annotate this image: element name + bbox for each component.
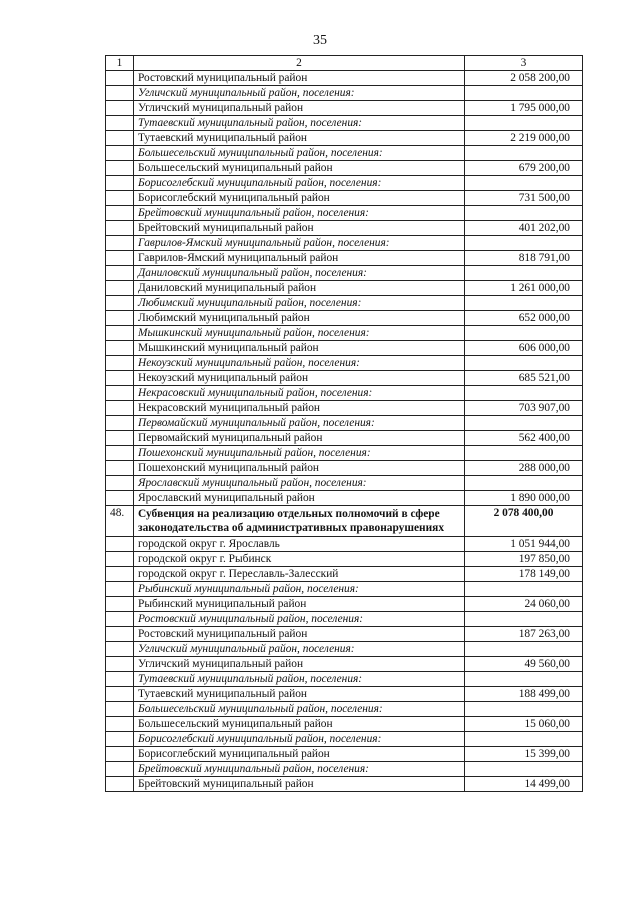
- amount-cell: 15 060,00: [465, 717, 583, 732]
- district-name-cell: Борисоглебский муниципальный район, поселения:: [134, 176, 465, 191]
- table-row: [106, 491, 583, 506]
- row-number-cell: [106, 101, 134, 116]
- amount-cell: 15 399,00: [465, 747, 583, 762]
- row-number-cell: [106, 341, 134, 356]
- section-title: Субвенция на реализацию отдельных полномочий в сфере законодательства об административных правонарушениях: [134, 506, 465, 537]
- district-name-cell: Угличский муниципальный район, поселения:: [134, 642, 465, 657]
- table-row: [106, 657, 583, 672]
- amount-cell: [465, 732, 583, 747]
- table-row: [106, 71, 583, 86]
- subheading-row: [106, 446, 583, 461]
- amount-cell: 1 051 944,00: [465, 537, 583, 552]
- amount-cell: [465, 116, 583, 131]
- row-number-cell: [106, 296, 134, 311]
- amount-cell: 1 261 000,00: [465, 281, 583, 296]
- amount-cell: [465, 146, 583, 161]
- subheading-row: [106, 732, 583, 747]
- row-number-cell: [106, 386, 134, 401]
- amount-cell: [465, 702, 583, 717]
- table-row: [106, 777, 583, 792]
- amount-cell: 2 219 000,00: [465, 131, 583, 146]
- row-number-cell: [106, 747, 134, 762]
- row-number-cell: [106, 717, 134, 732]
- district-name-cell: Первомайский муниципальный район: [134, 431, 465, 446]
- district-name-cell: Мышкинский муниципальный район, поселения:: [134, 326, 465, 341]
- column-header-3: 3: [465, 56, 583, 71]
- district-name-cell: Угличский муниципальный район: [134, 101, 465, 116]
- row-number-cell: [106, 476, 134, 491]
- amount-cell: 703 907,00: [465, 401, 583, 416]
- district-name-cell: Брейтовский муниципальный район: [134, 221, 465, 236]
- district-name-cell: Даниловский муниципальный район: [134, 281, 465, 296]
- column-header-row: [106, 56, 583, 71]
- row-number-cell: [106, 221, 134, 236]
- row-number-cell: [106, 491, 134, 506]
- district-name-cell: Большесельский муниципальный район, поселения:: [134, 702, 465, 717]
- table-row: [106, 537, 583, 552]
- district-name-cell: Большесельский муниципальный район: [134, 717, 465, 732]
- row-number-cell: [106, 86, 134, 101]
- row-number-cell: [106, 416, 134, 431]
- district-name-cell: Гаврилов-Ямский муниципальный район, поселения:: [134, 236, 465, 251]
- district-name-cell: Даниловский муниципальный район, поселения:: [134, 266, 465, 281]
- row-number-cell: [106, 326, 134, 341]
- row-number-cell: [106, 206, 134, 221]
- subheading-row: [106, 266, 583, 281]
- district-name-cell: Ростовский муниципальный район: [134, 627, 465, 642]
- district-name-cell: городской округ г. Рыбинск: [134, 552, 465, 567]
- amount-cell: 1 795 000,00: [465, 101, 583, 116]
- amount-cell: [465, 612, 583, 627]
- section-number: 48.: [106, 506, 134, 537]
- district-name-cell: Брейтовский муниципальный район, поселения:: [134, 206, 465, 221]
- row-number-cell: [106, 236, 134, 251]
- district-name-cell: Брейтовский муниципальный район: [134, 777, 465, 792]
- row-number-cell: [106, 777, 134, 792]
- table-row: [106, 687, 583, 702]
- district-name-cell: городской округ г. Переславль-Залесский: [134, 567, 465, 582]
- amount-cell: [465, 176, 583, 191]
- amount-cell: [465, 206, 583, 221]
- table-row: [106, 717, 583, 732]
- subheading-row: [106, 762, 583, 777]
- subheading-row: [106, 702, 583, 717]
- district-name-cell: Борисоглебский муниципальный район: [134, 747, 465, 762]
- subheading-row: [106, 116, 583, 131]
- amount-cell: 288 000,00: [465, 461, 583, 476]
- district-name-cell: Ярославский муниципальный район: [134, 491, 465, 506]
- district-name-cell: Пошехонский муниципальный район, поселения:: [134, 446, 465, 461]
- table-row: [106, 281, 583, 296]
- row-number-cell: [106, 582, 134, 597]
- district-name-cell: Ярославский муниципальный район, поселения:: [134, 476, 465, 491]
- subheading-row: [106, 236, 583, 251]
- amount-cell: 24 060,00: [465, 597, 583, 612]
- amount-cell: 818 791,00: [465, 251, 583, 266]
- district-name-cell: Тутаевский муниципальный район, поселения:: [134, 116, 465, 131]
- district-name-cell: Гаврилов-Ямский муниципальный район: [134, 251, 465, 266]
- row-number-cell: [106, 356, 134, 371]
- district-name-cell: Борисоглебский муниципальный район, поселения:: [134, 732, 465, 747]
- table-row: [106, 161, 583, 176]
- district-name-cell: Борисоглебский муниципальный район: [134, 191, 465, 206]
- subheading-row: [106, 476, 583, 491]
- table-row: [106, 101, 583, 116]
- row-number-cell: [106, 567, 134, 582]
- amount-cell: 14 499,00: [465, 777, 583, 792]
- row-number-cell: [106, 176, 134, 191]
- table-row: [106, 401, 583, 416]
- district-name-cell: Тутаевский муниципальный район, поселения:: [134, 672, 465, 687]
- table-row: [106, 341, 583, 356]
- district-name-cell: Некоузский муниципальный район: [134, 371, 465, 386]
- subheading-row: [106, 206, 583, 221]
- amount-cell: [465, 762, 583, 777]
- table-row: [106, 431, 583, 446]
- amount-cell: [465, 86, 583, 101]
- subheading-row: [106, 86, 583, 101]
- subheading-row: [106, 416, 583, 431]
- row-number-cell: [106, 642, 134, 657]
- district-name-cell: Угличский муниципальный район, поселения:: [134, 86, 465, 101]
- amount-cell: [465, 582, 583, 597]
- district-name-cell: Пошехонский муниципальный район: [134, 461, 465, 476]
- row-number-cell: [106, 311, 134, 326]
- row-number-cell: [106, 146, 134, 161]
- page-number: 35: [313, 33, 327, 48]
- subheading-row: [106, 146, 583, 161]
- row-number-cell: [106, 552, 134, 567]
- district-name-cell: Ростовский муниципальный район, поселения:: [134, 612, 465, 627]
- column-header-1: 1: [106, 56, 134, 71]
- amount-cell: 731 500,00: [465, 191, 583, 206]
- table-row: [106, 191, 583, 206]
- table-row: [106, 627, 583, 642]
- row-number-cell: [106, 446, 134, 461]
- row-number-cell: [106, 732, 134, 747]
- row-number-cell: [106, 371, 134, 386]
- row-number-cell: [106, 537, 134, 552]
- row-number-cell: [106, 161, 134, 176]
- subheading-row: [106, 296, 583, 311]
- amount-cell: 401 202,00: [465, 221, 583, 236]
- table-row: [106, 371, 583, 386]
- amount-cell: [465, 296, 583, 311]
- row-number-cell: [106, 71, 134, 86]
- row-number-cell: [106, 762, 134, 777]
- amount-cell: 1 890 000,00: [465, 491, 583, 506]
- district-name-cell: Любимский муниципальный район, поселения:: [134, 296, 465, 311]
- district-name-cell: Большесельский муниципальный район: [134, 161, 465, 176]
- subheading-row: [106, 386, 583, 401]
- row-number-cell: [106, 281, 134, 296]
- row-number-cell: [106, 401, 134, 416]
- district-name-cell: Некрасовский муниципальный район, поселения:: [134, 386, 465, 401]
- row-number-cell: [106, 627, 134, 642]
- amount-cell: [465, 416, 583, 431]
- district-name-cell: городской округ г. Ярославль: [134, 537, 465, 552]
- amount-cell: [465, 266, 583, 281]
- subheading-row: [106, 612, 583, 627]
- amount-cell: 187 263,00: [465, 627, 583, 642]
- amount-cell: 178 149,00: [465, 567, 583, 582]
- amount-cell: [465, 672, 583, 687]
- table-row: [106, 221, 583, 236]
- table-row: [106, 747, 583, 762]
- district-name-cell: Брейтовский муниципальный район, поселения:: [134, 762, 465, 777]
- district-name-cell: Угличский муниципальный район: [134, 657, 465, 672]
- amount-cell: [465, 356, 583, 371]
- row-number-cell: [106, 116, 134, 131]
- row-number-cell: [106, 657, 134, 672]
- row-number-cell: [106, 191, 134, 206]
- section-total: 2 078 400,00: [465, 506, 583, 537]
- amount-cell: 685 521,00: [465, 371, 583, 386]
- district-name-cell: Некрасовский муниципальный район: [134, 401, 465, 416]
- amount-cell: 2 058 200,00: [465, 71, 583, 86]
- district-name-cell: Тутаевский муниципальный район: [134, 131, 465, 146]
- amount-cell: 562 400,00: [465, 431, 583, 446]
- amount-cell: 49 560,00: [465, 657, 583, 672]
- district-name-cell: Любимский муниципальный район: [134, 311, 465, 326]
- amount-cell: 606 000,00: [465, 341, 583, 356]
- district-name-cell: Первомайский муниципальный район, поселения:: [134, 416, 465, 431]
- amount-cell: [465, 236, 583, 251]
- row-number-cell: [106, 672, 134, 687]
- table-row: [106, 597, 583, 612]
- district-name-cell: Ростовский муниципальный район: [134, 71, 465, 86]
- section-row: [106, 506, 583, 537]
- table-row: [106, 552, 583, 567]
- subheading-row: [106, 176, 583, 191]
- row-number-cell: [106, 687, 134, 702]
- district-name-cell: Тутаевский муниципальный район: [134, 687, 465, 702]
- amount-cell: [465, 642, 583, 657]
- amount-cell: [465, 446, 583, 461]
- table-row: [106, 131, 583, 146]
- subheading-row: [106, 326, 583, 341]
- table-row: [106, 311, 583, 326]
- amount-cell: 679 200,00: [465, 161, 583, 176]
- subheading-row: [106, 356, 583, 371]
- row-number-cell: [106, 251, 134, 266]
- amount-cell: [465, 476, 583, 491]
- district-name-cell: Рыбинский муниципальный район, поселения:: [134, 582, 465, 597]
- table-row: [106, 251, 583, 266]
- district-name-cell: Большесельский муниципальный район, поселения:: [134, 146, 465, 161]
- amount-cell: 188 499,00: [465, 687, 583, 702]
- table-row: [106, 567, 583, 582]
- row-number-cell: [106, 612, 134, 627]
- subheading-row: [106, 672, 583, 687]
- row-number-cell: [106, 597, 134, 612]
- row-number-cell: [106, 266, 134, 281]
- budget-table: [105, 55, 583, 792]
- column-header-2: 2: [134, 56, 465, 71]
- row-number-cell: [106, 461, 134, 476]
- amount-cell: 652 000,00: [465, 311, 583, 326]
- amount-cell: 197 850,00: [465, 552, 583, 567]
- district-name-cell: Мышкинский муниципальный район: [134, 341, 465, 356]
- row-number-cell: [106, 131, 134, 146]
- district-name-cell: Некоузский муниципальный район, поселения:: [134, 356, 465, 371]
- subheading-row: [106, 582, 583, 597]
- subheading-row: [106, 642, 583, 657]
- table-row: [106, 461, 583, 476]
- district-name-cell: Рыбинский муниципальный район: [134, 597, 465, 612]
- row-number-cell: [106, 702, 134, 717]
- row-number-cell: [106, 431, 134, 446]
- amount-cell: [465, 326, 583, 341]
- amount-cell: [465, 386, 583, 401]
